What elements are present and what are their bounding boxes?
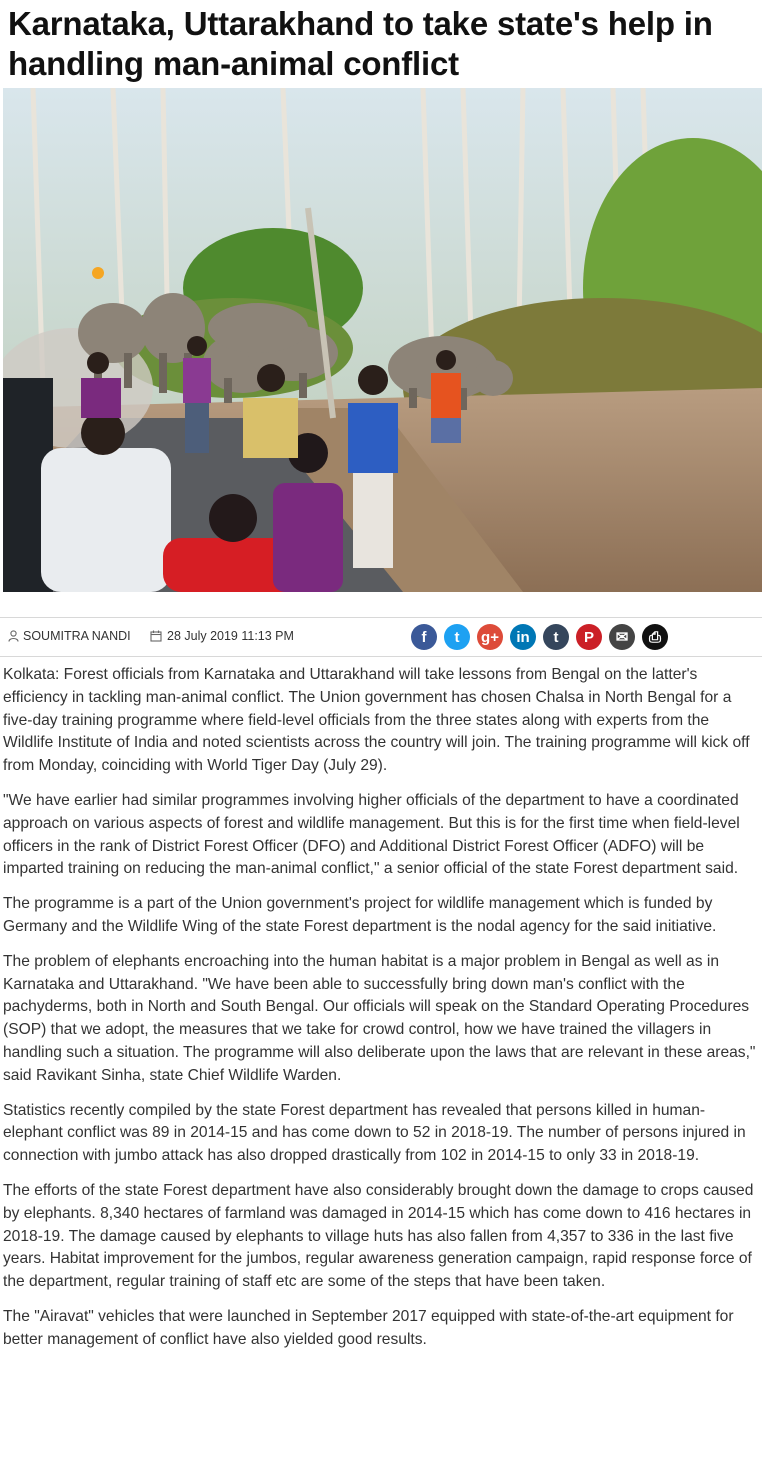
paragraph: Kolkata: Forest officials from Karnataka and Uttarakhand will take lessons from Bengal on the latter's efficiency in tackling man-animal conflict. The Union government has chosen Chalsa in North Bengal for a five-day training programme where field-level officials from the three states along with experts from the Wildlife Institute of India and noted scientists across the country will join. The training programme will kick off from Monday, coinciding with World Tiger Day (July 29).: [3, 666, 750, 775]
share-linkedin-button[interactable]: in: [510, 624, 536, 650]
paragraph: "We have earlier had similar programmes involving higher officials of the department to have a coordinated approach on various aspects of forest and wildlife management. But this is for the first time when field-level officers in the rank of District Forest Officer (DFO) and Additional District Forest Officer (ADFO) will be imparted training on reducing the man-animal conflict," a senior official of the state Forest department said.: [3, 791, 740, 878]
user-icon: [8, 630, 19, 642]
paragraph: The "Airavat" vehicles that were launched in September 2017 equipped with state-of-the-art equipment for better management of conflict have also yielded good results.: [3, 1307, 734, 1348]
article-body: [3, 664, 763, 1364]
paragraph: Statistics recently compiled by the state Forest department has revealed that persons killed in human-elephant conflict was 89 in 2014-15 and has come down to 52 in 2018-19. The number of persons injured in connection with jumbo attack has also dropped drastically from 102 in 2014-15 to only 33 in 2018-19.: [3, 1101, 746, 1165]
share-twitter-button[interactable]: t: [444, 624, 470, 650]
publish-date: [150, 629, 294, 643]
calendar-icon: [150, 630, 162, 642]
share-facebook-button[interactable]: f: [411, 624, 437, 650]
paragraph: The programme is a part of the Union government's project for wildlife management which is funded by Germany and the Wildlife Wing of the state Forest department is the nodal agency for the said initiative.: [3, 895, 717, 935]
elephant-scene-illustration: [3, 88, 762, 592]
headline: Karnataka, Uttarakhand to take state's help in handling man-animal conflict: [8, 5, 713, 82]
share-buttons: [411, 624, 668, 650]
author: [8, 629, 131, 643]
publish-date-text: 28 July 2019 11:13 PM: [167, 629, 294, 643]
share-google-plus-button[interactable]: g+: [477, 624, 503, 650]
print-button[interactable]: ⎙: [642, 624, 668, 650]
share-pinterest-button[interactable]: P: [576, 624, 602, 650]
byline-bar: [0, 617, 762, 657]
author-name[interactable]: SOUMITRA NANDI: [23, 629, 131, 643]
share-email-button[interactable]: ✉: [609, 624, 635, 650]
paragraph: The problem of elephants encroaching into the human habitat is a major problem in Bengal as well as in Karnataka and Uttarakhand. "We have been able to successfully bring down man's conflict with the pachyderms, both in North and South Bengal. Our officials will speak on the Standard Operating Procedures (SOP) that we adopt, the measures that we take for crowd control, how we have trained the villagers in handling such a situation. The programme will also deliberate upon the laws that are relevant in these areas," said Ravikant Sinha, state Chief Wildlife Warden.: [3, 952, 756, 1084]
paragraph: The efforts of the state Forest department have also considerably brought down the damage to crops caused by elephants. 8,340 hectares of farmland was damaged in 2014-15 which has come down to 416 hectares in 2018-19. The damage caused by elephants to village huts has also fallen from 4,357 to 336 in the last five years. Habitat improvement for the jumbos, regular awareness generation campaign, rapid response force of the department, regular training of staff etc are some of the steps that have been taken.: [3, 1181, 754, 1291]
share-tumblr-button[interactable]: t: [543, 624, 569, 650]
article-photo: [3, 88, 762, 592]
